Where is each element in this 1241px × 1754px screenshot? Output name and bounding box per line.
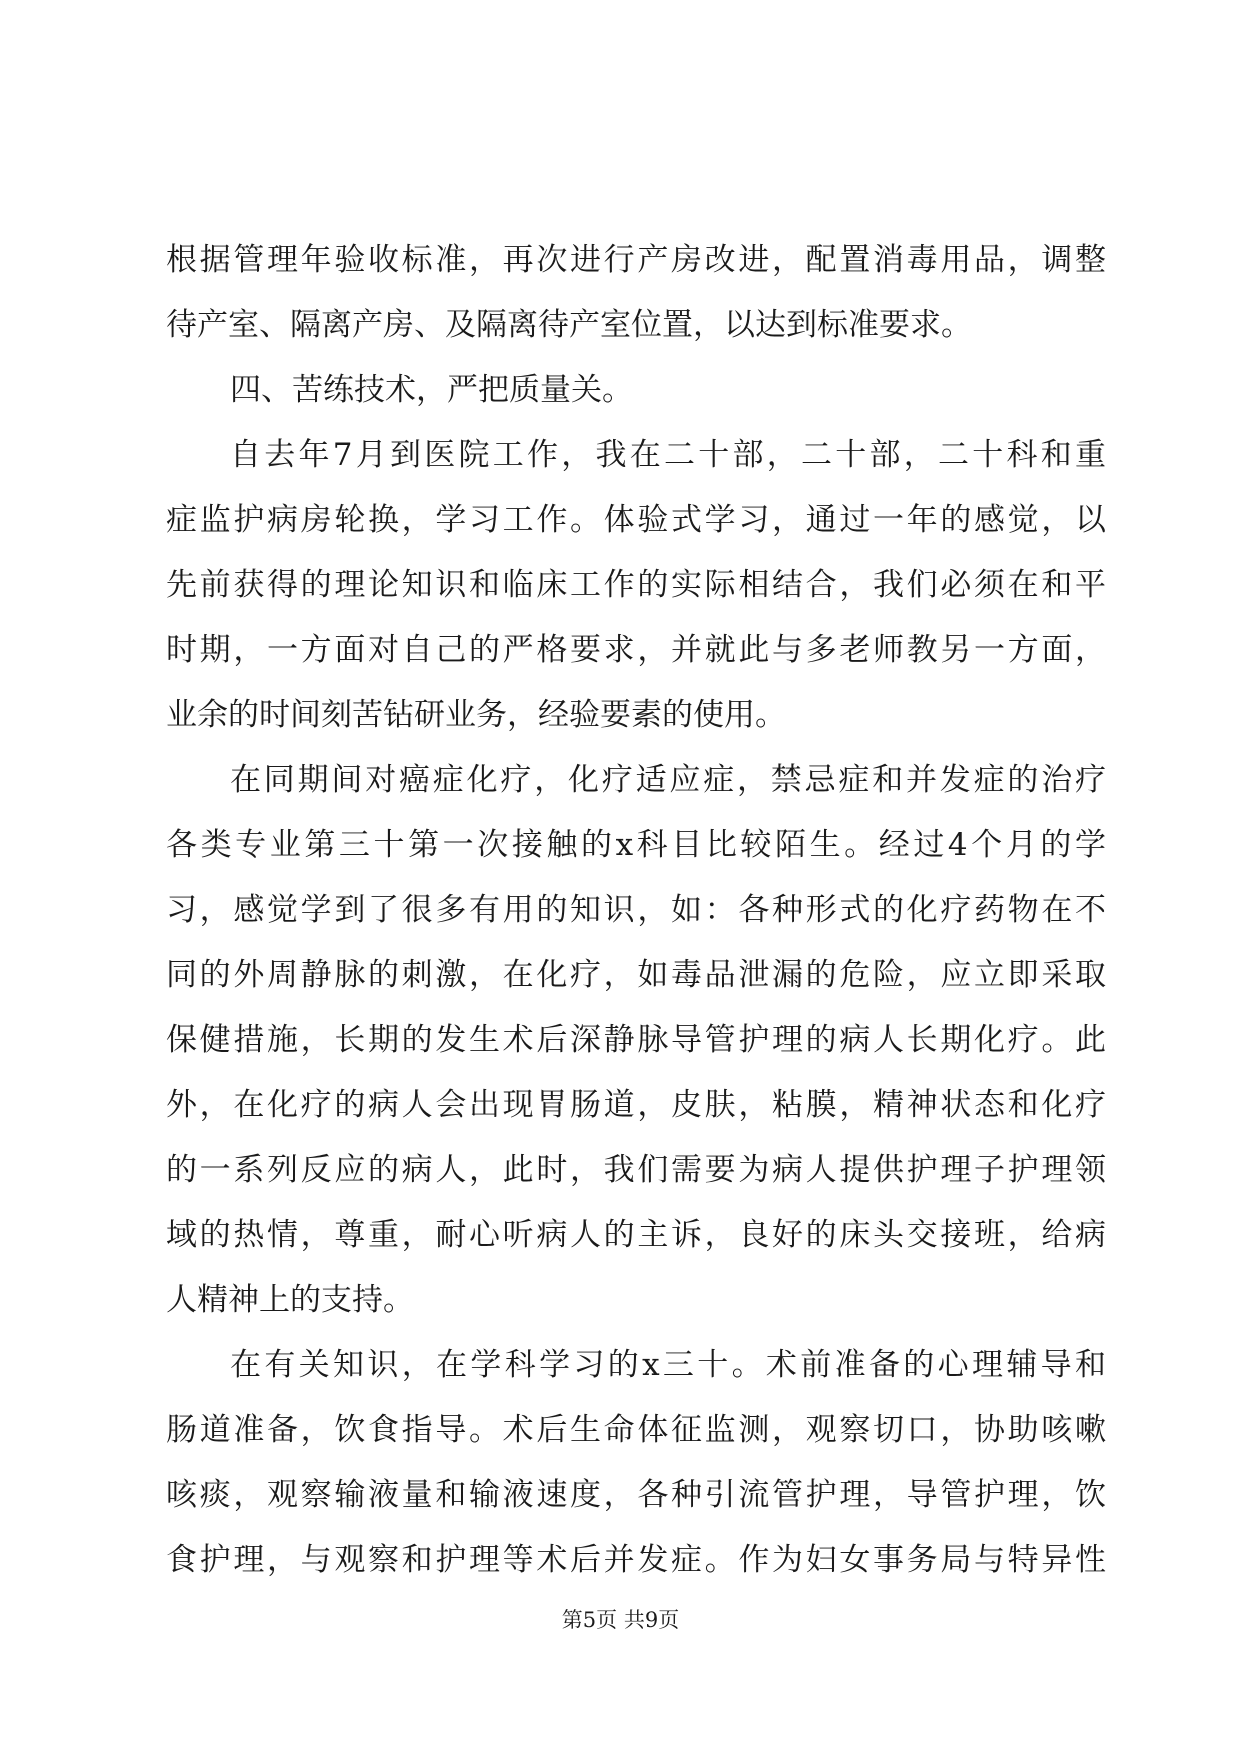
text-line: 的一系列反应的病人，此时，我们需要为病人提供护理子护理领	[166, 1152, 1106, 1188]
text-line: 根据管理年验收标准，再次进行产房改进，配置消毒用品，调整	[166, 242, 1106, 278]
text-line: 先前获得的理论知识和临床工作的实际相结合，我们必须在和平	[166, 567, 1106, 603]
text-line: 习，感觉学到了很多有用的知识，如：各种形式的化疗药物在不	[166, 892, 1106, 928]
text-line: 保健措施，长期的发生术后深静脉导管护理的病人长期化疗。此	[166, 1022, 1106, 1058]
text-line: 各类专业第三十第一次接触的x科目比较陌生。经过4个月的学	[166, 827, 1106, 863]
page-footer	[0, 1605, 1241, 1635]
text-line: 在同期间对癌症化疗，化疗适应症，禁忌症和并发症的治疗	[230, 762, 1106, 798]
text-line: 时期，一方面对自己的严格要求，并就此与多老师教另一方面，	[166, 632, 1106, 668]
text-line: 症监护病房轮换，学习工作。体验式学习，通过一年的感觉，以	[166, 502, 1106, 538]
text-line: 业余的时间刻苦钻研业务，经验要素的使用。	[166, 697, 786, 733]
text-line: 四、苦练技术，严把质量关。	[230, 372, 633, 408]
text-line: 食护理，与观察和护理等术后并发症。作为妇女事务局与特异性	[166, 1542, 1106, 1578]
text-line: 在有关知识，在学科学习的x三十。术前准备的心理辅导和	[230, 1347, 1106, 1383]
text-line: 待产室、隔离产房、及隔离待产室位置，以达到标准要求。	[166, 307, 972, 343]
text-line: 外，在化疗的病人会出现胃肠道，皮肤，粘膜，精神状态和化疗	[166, 1087, 1106, 1123]
text-line: 咳痰，观察输液量和输液速度，各种引流管护理，导管护理，饮	[166, 1477, 1106, 1513]
text-line: 肠道准备，饮食指导。术后生命体征监测，观察切口，协助咳嗽	[166, 1412, 1106, 1448]
page-number: 第5页 共9页	[561, 1608, 680, 1632]
text-line: 同的外周静脉的刺激，在化疗，如毒品泄漏的危险，应立即采取	[166, 957, 1106, 993]
text-line: 域的热情，尊重，耐心听病人的主诉，良好的床头交接班，给病	[166, 1217, 1106, 1253]
text-line: 自去年7月到医院工作，我在二十部，二十部，二十科和重	[230, 437, 1106, 473]
document-body	[166, 228, 1106, 1593]
text-line: 人精神上的支持。	[166, 1282, 414, 1318]
